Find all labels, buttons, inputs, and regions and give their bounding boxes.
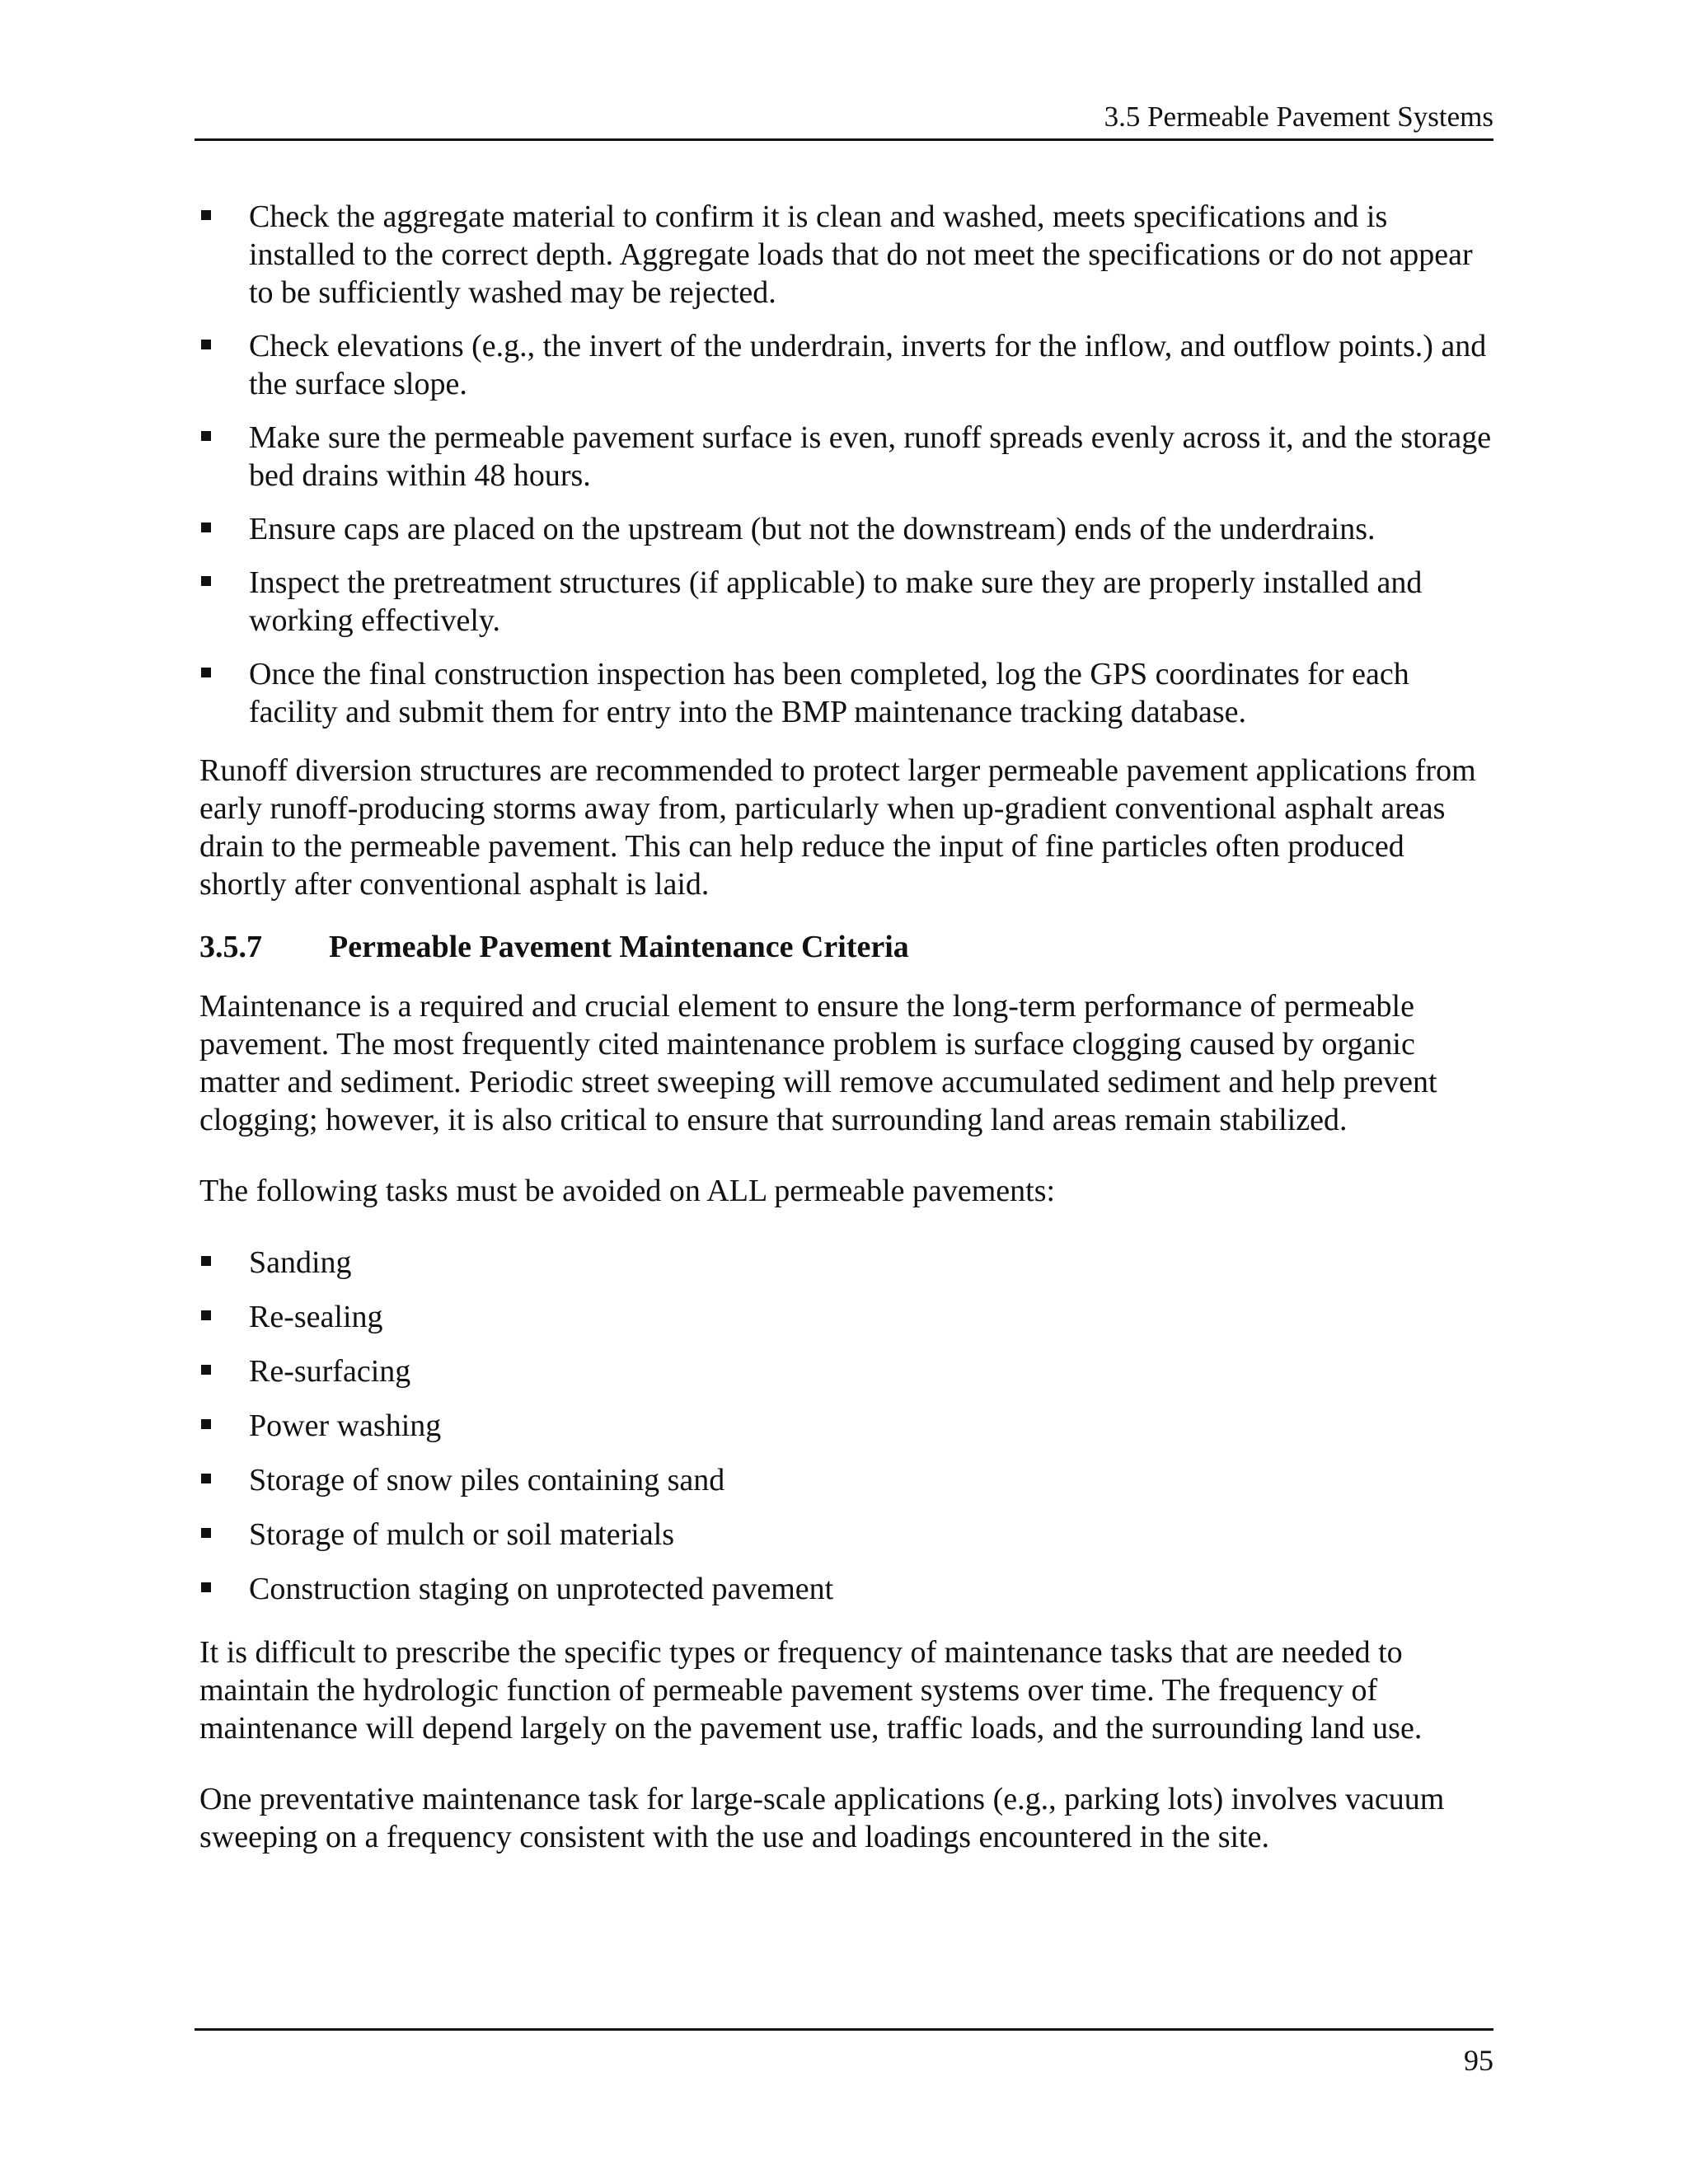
square-bullet-icon: [201, 523, 211, 532]
preventative-paragraph: One preventative maintenance task for large-scale applications (e.g., parking lots) involves vacuum sweeping on a frequency consistent with the use and loadings encountered in the site.: [199, 1782, 1445, 1854]
square-bullet-icon: [201, 431, 211, 441]
list-item: [199, 1461, 1493, 1499]
square-bullet-icon: [201, 668, 211, 677]
page-content: [199, 198, 1493, 1856]
list-item: [199, 510, 1493, 548]
runoff-diversion-paragraph: Runoff diversion structures are recommended to protect larger permeable pavement applications from early runoff-producing storms away from, particularly when up-gradient conventional asphalt areas drain to the permeable pavement. This can help reduce the input of fine particles often produced shortly after conventional asphalt is laid.: [199, 753, 1476, 902]
list-item-text: Make sure the permeable pavement surface is even, runoff spreads evenly across it, and the storage bed drains within 48 hours.: [249, 420, 1492, 493]
list-item-text: Sanding: [249, 1245, 352, 1280]
square-bullet-icon: [201, 1419, 211, 1429]
frequency-paragraph: It is difficult to prescribe the specific types or frequency of maintenance tasks that are needed to maintain the hydrologic function of permeable pavement systems over time. The frequency of maintenance will depend largely on the pavement use, traffic loads, and the surrounding land use.: [199, 1635, 1423, 1746]
list-item-text: Re-surfacing: [249, 1354, 411, 1389]
list-item: [199, 419, 1493, 494]
square-bullet-icon: [201, 210, 211, 220]
square-bullet-icon: [201, 1310, 211, 1320]
list-item: [199, 198, 1493, 312]
list-item: [199, 327, 1493, 403]
list-item-text: Power washing: [249, 1408, 442, 1443]
footer-rule: [195, 2028, 1493, 2031]
list-item-text: Check elevations (e.g., the invert of the underdrain, inverts for the inflow, and outflow points.) and the surface slope.: [249, 329, 1487, 401]
list-item-text: Inspect the pretreatment structures (if applicable) to make sure they are properly installed and working effectively.: [249, 565, 1423, 638]
section-number: 3.5.7: [199, 930, 262, 964]
maintenance-paragraph: Maintenance is a required and crucial element to ensure the long-term performance of permeable pavement. The most frequently cited maintenance problem is surface clogging caused by organic matter and sediment. Periodic street sweeping will remove accumulated sediment and help prevent clogging; however, it is also critical to ensure that surrounding land areas remain stabilized.: [199, 989, 1437, 1137]
list-item: [199, 1407, 1493, 1445]
list-item-text: Storage of mulch or soil materials: [249, 1517, 675, 1552]
list-item-text: Ensure caps are placed on the upstream (but not the downstream) ends of the underdrains.: [249, 512, 1376, 546]
list-item: [199, 1244, 1493, 1282]
list-item-text: Construction staging on unprotected pavement: [249, 1572, 834, 1606]
list-item-text: Storage of snow piles containing sand: [249, 1463, 725, 1497]
list-item: [199, 1516, 1493, 1554]
avoid-tasks-list: [199, 1244, 1493, 1608]
running-header: [195, 96, 1493, 141]
square-bullet-icon: [201, 1528, 211, 1538]
list-item: [199, 655, 1493, 731]
list-item: [199, 564, 1493, 640]
list-item-text: Once the final construction inspection has been completed, log the GPS coordinates for each facility and submit them for entry into the BMP maintenance tracking database.: [249, 657, 1409, 729]
section-heading: [199, 928, 1493, 966]
square-bullet-icon: [201, 340, 211, 349]
page-number: 95: [1464, 2044, 1493, 2077]
list-item-text: Re-sealing: [249, 1300, 383, 1334]
list-item: [199, 1298, 1493, 1336]
tasks-intro-paragraph: The following tasks must be avoided on ALL permeable pavements:: [199, 1174, 1056, 1208]
running-header-title: 3.5 Permeable Pavement Systems: [1104, 101, 1493, 133]
square-bullet-icon: [201, 1582, 211, 1592]
inspection-checklist: [199, 198, 1493, 731]
list-item: [199, 1570, 1493, 1608]
list-item: [199, 1352, 1493, 1390]
square-bullet-icon: [201, 1365, 211, 1375]
section-title: Permeable Pavement Maintenance Criteria: [329, 930, 909, 964]
list-item-text: Check the aggregate material to confirm it is clean and washed, meets specifications and is installed to the correct depth. Aggregate loads that do not meet the specifications or do not appear to be sufficiently washed may be rejected.: [249, 199, 1473, 310]
square-bullet-icon: [201, 1256, 211, 1266]
square-bullet-icon: [201, 1474, 211, 1483]
square-bullet-icon: [201, 576, 211, 586]
